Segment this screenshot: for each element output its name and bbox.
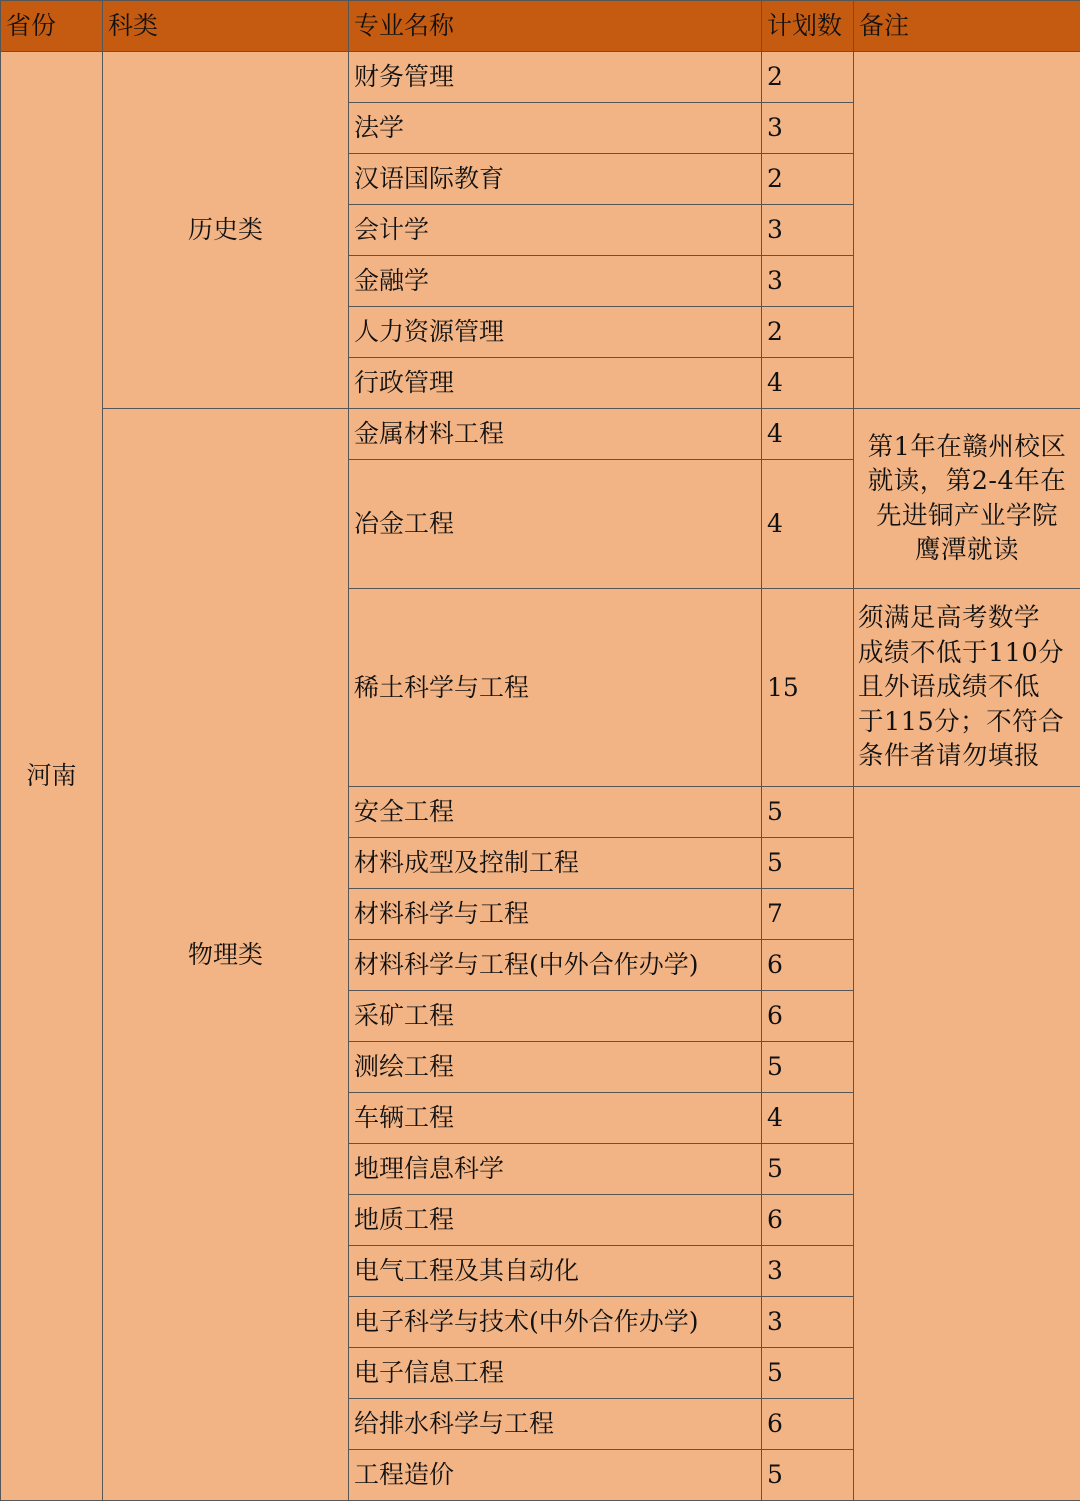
major-name: 汉语国际教育: [349, 154, 762, 205]
major-name: 电气工程及其自动化: [349, 1246, 762, 1297]
note-rare-earth: [854, 589, 1080, 787]
major-name: 材料科学与工程(中外合作办学): [349, 940, 762, 991]
note-line: 鹰潭就读: [915, 535, 1019, 565]
major-name: 地理信息科学: [349, 1144, 762, 1195]
note-line: 须满足高考数学: [858, 603, 1040, 633]
note-line: 条件者请勿填报: [858, 741, 1040, 771]
major-name: 给排水科学与工程: [349, 1399, 762, 1450]
major-name: 金融学: [349, 256, 762, 307]
header-category: 科类: [103, 1, 349, 52]
plan-count: 4: [762, 409, 854, 460]
major-name: 财务管理: [349, 52, 762, 103]
major-name: 材料成型及控制工程: [349, 838, 762, 889]
note-line: 且外语成绩不低: [858, 672, 1040, 702]
header-note: 备注: [854, 1, 1080, 52]
major-name: 冶金工程: [349, 460, 762, 589]
major-name: 材料科学与工程: [349, 889, 762, 940]
note-line: 于115分；不符合: [858, 707, 1064, 737]
plan-count: 2: [762, 307, 854, 358]
major-name: 电子信息工程: [349, 1348, 762, 1399]
major-name: 测绘工程: [349, 1042, 762, 1093]
major-name: 法学: [349, 103, 762, 154]
plan-count: 6: [762, 940, 854, 991]
plan-count: 2: [762, 154, 854, 205]
plan-count: 5: [762, 787, 854, 838]
major-name: 电子科学与技术(中外合作办学): [349, 1297, 762, 1348]
major-name: 车辆工程: [349, 1093, 762, 1144]
plan-count: 4: [762, 1093, 854, 1144]
note-line: 就读，第2-4年在: [868, 466, 1067, 496]
major-name: 人力资源管理: [349, 307, 762, 358]
header-major: 专业名称: [349, 1, 762, 52]
plan-count: 3: [762, 205, 854, 256]
plan-count: 5: [762, 1042, 854, 1093]
plan-count: 7: [762, 889, 854, 940]
note-line: 第1年在赣州校区: [868, 432, 1067, 462]
major-name: 采矿工程: [349, 991, 762, 1042]
major-name: 安全工程: [349, 787, 762, 838]
table-row: [1, 409, 1080, 460]
category-history: 历史类: [103, 52, 349, 409]
major-name: 会计学: [349, 205, 762, 256]
note-metallurgy: [854, 409, 1080, 589]
plan-count: 5: [762, 1144, 854, 1195]
plan-count: 3: [762, 1246, 854, 1297]
plan-count: 6: [762, 1195, 854, 1246]
province-cell: 河南: [1, 52, 103, 1501]
major-name: 行政管理: [349, 358, 762, 409]
plan-count: 15: [762, 589, 854, 787]
plan-count: 4: [762, 460, 854, 589]
plan-count: 3: [762, 256, 854, 307]
note-line: 先进铜产业学院: [876, 501, 1058, 531]
note-line: 成绩不低于110分: [858, 638, 1064, 668]
major-name: 地质工程: [349, 1195, 762, 1246]
plan-count: 5: [762, 1450, 854, 1501]
category-physics: 物理类: [103, 409, 349, 1501]
plan-count: 6: [762, 991, 854, 1042]
major-name: 金属材料工程: [349, 409, 762, 460]
note-empty: [854, 52, 1080, 409]
plan-count: 2: [762, 52, 854, 103]
note-empty: [854, 787, 1080, 1501]
major-name: 工程造价: [349, 1450, 762, 1501]
table-row: [1, 52, 1080, 103]
plan-count: 5: [762, 838, 854, 889]
header-plan: 计划数: [762, 1, 854, 52]
header-row: [1, 1, 1080, 52]
plan-count: 3: [762, 103, 854, 154]
plan-count: 6: [762, 1399, 854, 1450]
plan-count: 3: [762, 1297, 854, 1348]
plan-count: 5: [762, 1348, 854, 1399]
major-name: 稀土科学与工程: [349, 589, 762, 787]
plan-count: 4: [762, 358, 854, 409]
header-province: 省份: [1, 1, 103, 52]
